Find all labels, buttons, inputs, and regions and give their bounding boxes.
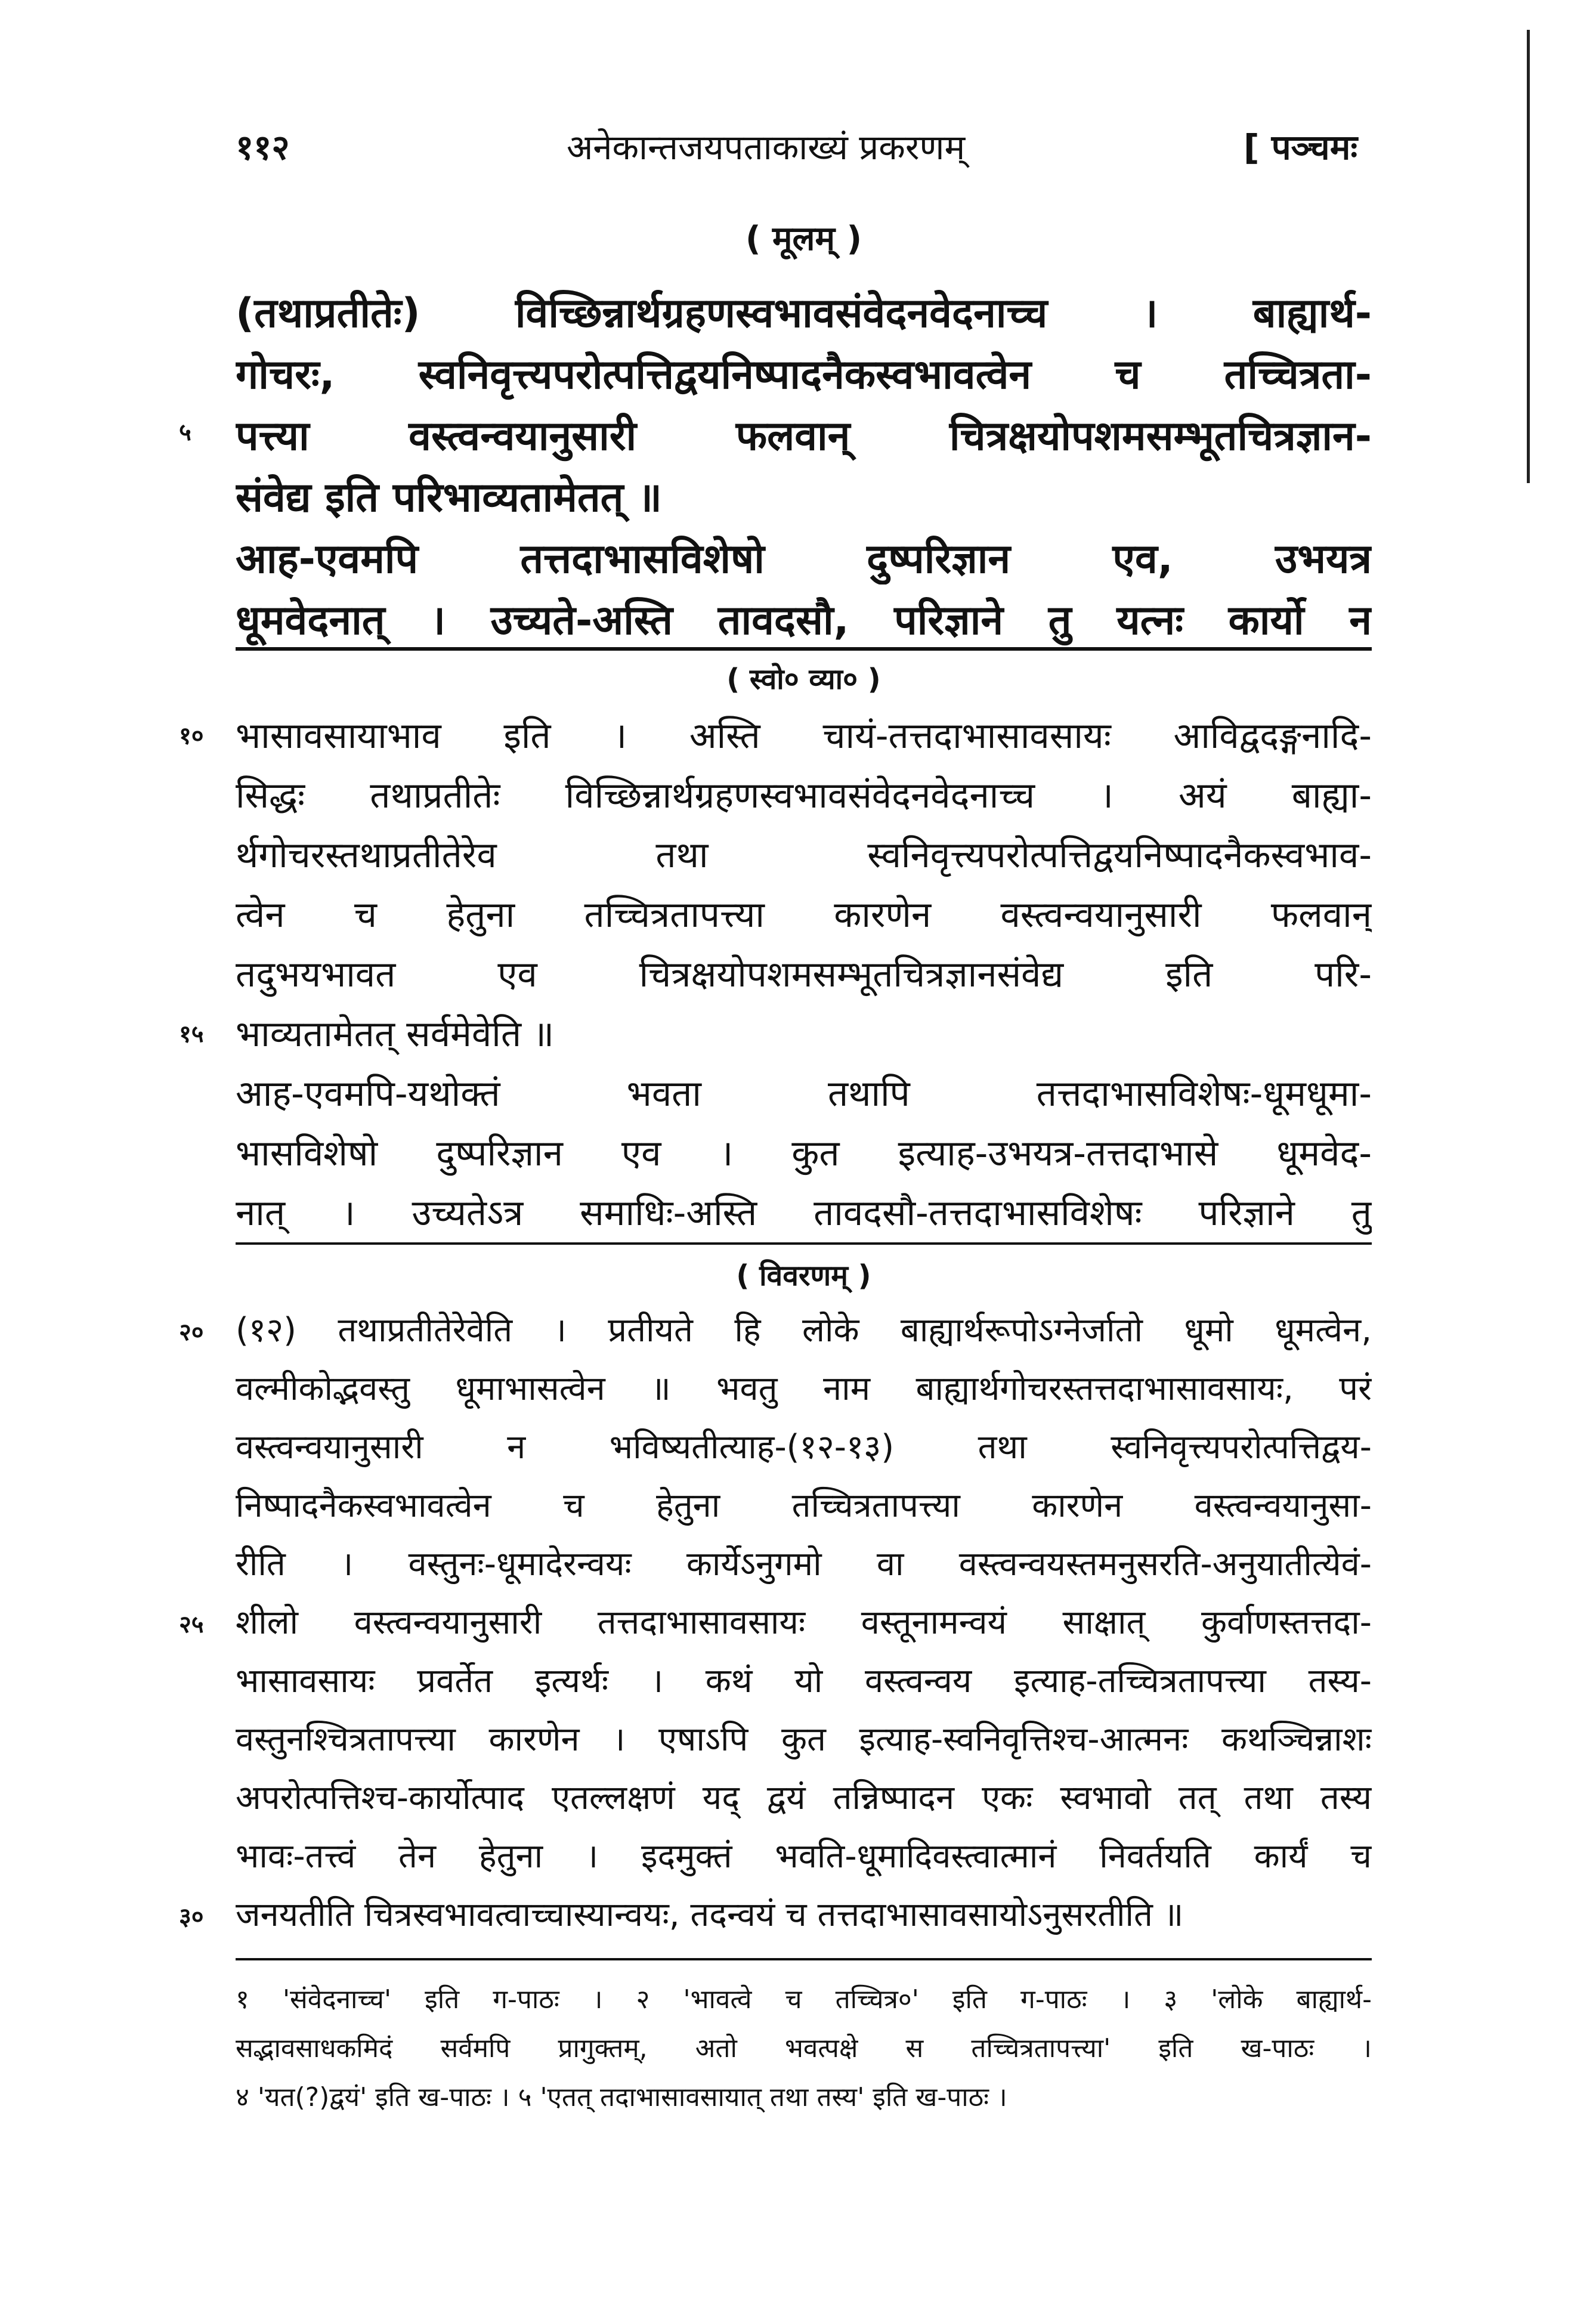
text-line: अपरोत्पत्तिश्च-कार्योत्पाद एतल्लक्षणं यद् द्वयं तन्निष्पादन एकः स्वभावो तत् तथा तस्य (236, 1779, 1372, 1817)
text-line: ४ 'यत(?)द्वयं' इति ख-पाठः । ५ 'एतत् तदाभासावसायात् तथा तस्य' इति ख-पाठः । (236, 2082, 1007, 2113)
text-line: (१२) तथाप्रतीतेरेवेति । प्रतीयते हि लोके बाह्यार्थरूपोऽग्नेर्जातो धूमो धूमत्वेन, (236, 1311, 1372, 1350)
divider (236, 1958, 1372, 1960)
text-line: आह-एवमपि तत्तदाभासविशेषो दुष्परिज्ञान एव, उभयत्र (236, 536, 1372, 583)
text-line: भासावसायाभाव इति । अस्ति चायं-तत्तदाभासावसायः आविद्वदङ्गनादि- (236, 715, 1372, 757)
margin-line (1527, 30, 1530, 483)
svopajna-heading: ( स्वो० व्या० ) (726, 663, 881, 696)
vivarana-heading: ( विवरणम् ) (736, 1259, 871, 1292)
line-number: २० (179, 1319, 204, 1346)
line-number: १५ (179, 1020, 204, 1048)
text-line: (तथाप्रतीतेः) विच्छिन्नार्थग्रहणस्वभावसंवेदनवेदनाच्च । बाह्यार्थ- (236, 290, 1372, 337)
text-line: भावः-तत्त्वं तेन हेतुना । इदमुक्तं भवति-धूमादिवस्त्वात्मानं निवर्तयति कार्यं च (236, 1837, 1372, 1876)
text-line: आह-एवमपि-यथोक्तं भवता तथापि तत्तदाभासविशेषः-धूमधूमा- (236, 1073, 1372, 1115)
mula-heading: ( मूलम् ) (745, 219, 862, 258)
divider (236, 647, 1372, 651)
text-line: वस्तुनश्चित्रतापत्त्या कारणेन । एषाऽपि कुत इत्याह-स्वनिवृत्तिश्च-आत्मनः कथञ्चिन्नाशः (236, 1720, 1372, 1759)
text-line: भासविशेषो दुष्परिज्ञान एव । कुत इत्याह-उभयत्र-तत्तदाभासे धूमवेद- (236, 1133, 1372, 1174)
text-line: निष्पादनैकस्वभावत्वेन च हेतुना तच्चित्रतापत्त्या कारणेन वस्त्वन्वयानुसा- (236, 1486, 1372, 1525)
line-number: १० (179, 722, 204, 750)
text-line: नात् । उच्यतेऽत्र समाधिः-अस्ति तावदसौ-तत्तदाभासविशेषः परिज्ञाने तु (236, 1192, 1372, 1234)
text-line: र्थगोचरस्तथाप्रतीतेरेव तथा स्वनिवृत्त्यपरोत्पत्तिद्वयनिष्पादनैकस्वभाव- (236, 834, 1372, 876)
text-line: रीति । वस्तुनः-धूमादेरन्वयः कार्येऽनुगमो वा वस्त्वन्वयस्तमनुसरति-अनुयातीत्येवं- (236, 1545, 1372, 1584)
text-line: भासावसायः प्रवर्तेत इत्यर्थः । कथं यो वस्त्वन्वय इत्याह-तच्चित्रतापत्त्या तस्य- (236, 1662, 1372, 1700)
text-line: धूमवेदनात् । उच्यते-अस्ति तावदसौ, परिज्ञाने तु यत्नः कार्यो न (236, 597, 1372, 644)
text-line: जनयतीति चित्रस्वभावत्वाच्चास्यान्वयः, तदन्वयं च तत्तदाभासावसायोऽनुसरतीति ॥ (236, 1895, 1184, 1934)
page-number: ११२ (236, 127, 290, 168)
line-number: ५ (179, 419, 191, 446)
divider (236, 1242, 1372, 1245)
text-line: सद्भावसाधकमिदं सर्वमपि प्रागुक्तम्, अतो भवत्पक्षे स तच्चित्रतापत्त्या' इति ख-पाठः । (236, 2033, 1372, 2064)
line-number: २५ (179, 1611, 204, 1638)
text-line: १ 'संवेदनाच्च' इति ग-पाठः । २ 'भावत्वे च तच्चित्र०' इति ग-पाठः । ३ 'लोके बाह्यार्थ- (236, 1984, 1372, 2015)
text-line: गोचरः, स्वनिवृत्त्यपरोत्पत्तिद्वयनिष्पादनैकस्वभावत्वेन च तच्चित्रता- (236, 351, 1372, 398)
text-line: भाव्यतामेतत् सर्वमेवेति ॥ (236, 1013, 555, 1055)
text-line: त्वेन च हेतुना तच्चित्रतापत्त्या कारणेन वस्त्वन्वयानुसारी फलवान् (236, 894, 1372, 936)
chapter-label: [ पञ्चमः (1244, 127, 1358, 168)
text-line: वस्त्वन्वयानुसारी न भविष्यतीत्याह-(१२-१३) तथा स्वनिवृत्त्यपरोत्पत्तिद्वय- (236, 1428, 1372, 1467)
text-line: तदुभयभावत एव चित्रक्षयोपशमसम्भूतचित्रज्ञानसंवेद्य इति परि- (236, 954, 1372, 995)
line-number: ३० (179, 1903, 204, 1931)
text-line: वल्मीकोद्भवस्तु धूमाभासत्वेन ॥ भवतु नाम बाह्यार्थगोचरस्तत्तदाभासावसायः, परं (236, 1369, 1372, 1408)
text-line: संवेद्य इति परिभाव्यतामेतत् ॥ (236, 474, 662, 521)
running-title: अनेकान्तजयपताकाख्यं प्रकरणम् (567, 127, 966, 168)
text-line: शीलो वस्त्वन्वयानुसारी तत्तदाभासावसायः वस्तूनामन्वयं साक्षात् कुर्वाणस्तत्तदा- (236, 1603, 1372, 1642)
text-line: पत्त्या वस्त्वन्वयानुसारी फलवान् चित्रक्षयोपशमसम्भूतचित्रज्ञान- (236, 413, 1372, 460)
text-line: सिद्धः तथाप्रतीतेः विच्छिन्नार्थग्रहणस्वभावसंवेदनवेदनाच्च । अयं बाह्या- (236, 775, 1372, 817)
